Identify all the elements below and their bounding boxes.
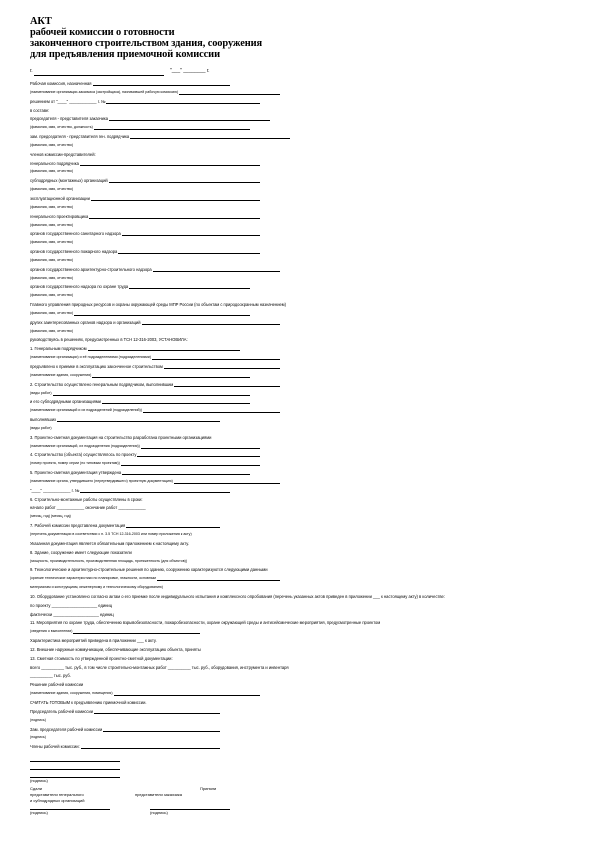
- act-line: [30, 664, 570, 670]
- act-line: [30, 80, 230, 86]
- act-line-text: СЧИТАТЬ ГОТОВЫМ к предъявлению приемочной комиссии.: [30, 699, 147, 705]
- handover-caption: Сдали: [30, 786, 43, 791]
- field-caption: [30, 690, 260, 696]
- act-line-text: 11. Мероприятия по охране труда, обеспечению взрывобезопасности, пожаробезопасности, охране окружающей среды и антисейсмические мероприятия, предусмотренные проектом: [30, 620, 381, 626]
- fill-in-field[interactable]: [92, 373, 250, 378]
- act-line: [30, 540, 570, 546]
- field-caption: [30, 204, 570, 210]
- acceptance-caption: Приняли: [200, 786, 217, 791]
- date-text: "___" ________ г.: [170, 68, 210, 74]
- act-line-text: (номер проекта, номер серии (по типовым проектам)): [30, 461, 120, 466]
- field-caption: [30, 717, 570, 723]
- act-line: [30, 726, 220, 732]
- act-line-text: 9. Технологические и архитектурно-строительные решения по зданию, сооружению характеризуются следующими данными: [30, 567, 268, 573]
- field-caption: [30, 124, 250, 130]
- act-line-text: членов комиссии-представителей:: [30, 151, 96, 157]
- act-line-text: Решение рабочей комиссии: [30, 682, 84, 688]
- act-line: [30, 195, 260, 201]
- act-line: [30, 115, 270, 121]
- title-line-4: для предъявления приемочной комиссии: [30, 49, 220, 60]
- act-line: [30, 611, 570, 617]
- act-line-text: председателя - представителя заказчика: [30, 116, 109, 122]
- act-line-text: генерального подрядчика: [30, 160, 79, 166]
- act-line: [30, 336, 570, 342]
- fill-in-field[interactable]: [122, 470, 250, 475]
- act-line-text: органов государственного пожарного надзора: [30, 249, 118, 254]
- act-line-text: (подпись): [30, 735, 46, 740]
- act-line-text: (фамилия, имя, отчество): [30, 187, 74, 192]
- act-line-text: (виды работ): [30, 390, 52, 395]
- act-line: [30, 487, 230, 493]
- field-caption: [30, 257, 570, 263]
- act-line: [30, 301, 570, 307]
- field-caption: [30, 558, 570, 564]
- field-caption: [30, 239, 570, 245]
- act-line-text: (мощность, производительность, производственная площадь, протяженность (для объектов)): [30, 558, 188, 563]
- field-caption: [30, 186, 570, 192]
- act-line-text: материалам и конструкциям, инженерному и технологическому оборудованию): [30, 585, 163, 589]
- act-line-text: (наименование организаций, их подразделения (подразделения)): [30, 443, 140, 448]
- fill-in-field[interactable]: [81, 744, 220, 749]
- act-line: [30, 230, 260, 236]
- signature-caption-right: (подпись): [150, 810, 168, 815]
- act-line-text: генерального проектировщика: [30, 213, 89, 219]
- act-line-text: "____" ____________ г. №: [30, 487, 80, 493]
- act-line-text: (фамилия, имя, отчество): [30, 204, 74, 209]
- fill-in-field[interactable]: [93, 81, 231, 86]
- fill-in-field[interactable]: [73, 629, 200, 634]
- act-line: [30, 177, 260, 183]
- act-line: [30, 98, 260, 104]
- act-line-text: Рабочая комиссия, назначенная: [30, 81, 92, 86]
- act-line-text: (фамилия, имя, отчество): [30, 240, 74, 245]
- signature-caption: (подпись): [30, 778, 48, 783]
- act-line-text: (наименование организации-заказчика (застройщика), назначившей рабочую комиссию): [30, 89, 179, 94]
- act-line: [30, 398, 250, 404]
- field-caption: [30, 275, 570, 281]
- act-line-text: 12. Внешние наружные коммуникации, обеспечивающие эксплуатацию объекта, приняты: [30, 646, 201, 652]
- act-line-text: (наименование организации) и её подразделениями (подразделениями): [30, 355, 151, 360]
- act-line-text: (наименование здания, сооружения): [30, 372, 92, 377]
- title-line-3: законченного строительством здания, сооружения: [30, 38, 263, 49]
- act-line-text: Указанная документация является обязательным приложением к настоящему акту.: [30, 540, 190, 546]
- act-line-text: Главного управления природных ресурсов и охраны окружающей среды МПР России (по объектам с природоохранным назначением): [30, 302, 286, 308]
- act-line-text: (краткие технические характеристики по планировке, этажности, основным: [30, 576, 156, 581]
- act-line-text: (фамилия, имя, отчество): [30, 222, 74, 227]
- fill-in-field[interactable]: [94, 125, 250, 130]
- fill-in-field[interactable]: [152, 355, 280, 360]
- act-line-text: (фамилия, имя, отчество): [30, 169, 74, 174]
- act-line-text: Зам. председателя рабочей комиссии: [30, 726, 103, 732]
- field-caption: [30, 407, 280, 413]
- act-line: [30, 593, 570, 599]
- act-line-text: субподрядных (монтажных) организаций: [30, 178, 108, 184]
- field-caption: [30, 328, 570, 334]
- act-line-text: органов государственного архитектурно-строительного надзора: [30, 266, 152, 272]
- act-line-text: 8. Здание, сооружение имеет следующие показатели: [30, 549, 132, 555]
- act-line: [30, 672, 570, 678]
- act-line: [30, 451, 260, 457]
- fill-in-field[interactable]: [174, 479, 280, 484]
- field-caption: [30, 222, 570, 228]
- fill-in-field[interactable]: [179, 90, 280, 95]
- act-line: [30, 699, 570, 705]
- acceptance-caption: представители заказчика: [135, 792, 182, 797]
- signature-field[interactable]: [30, 760, 120, 762]
- act-line: [30, 743, 220, 749]
- act-line: [30, 381, 280, 387]
- field-caption: [30, 425, 570, 431]
- act-line-text: выполнявших: [30, 417, 57, 422]
- signature-field[interactable]: [30, 768, 120, 770]
- act-line-text: (виды работ): [30, 425, 52, 430]
- act-line: [30, 319, 280, 325]
- act-line: [30, 151, 570, 157]
- act-line-text: решением от "____" ____________ г. №: [30, 98, 106, 104]
- fill-in-field[interactable]: [130, 134, 290, 139]
- act-line-text: __________ тыс. руб.: [30, 673, 71, 679]
- act-line-text: других заинтересованных органов надзора и организаций: [30, 319, 141, 325]
- signature-caption-left: (подпись): [30, 810, 48, 815]
- act-line-text: (фамилия, имя, отчество): [30, 293, 74, 298]
- act-line-text: всего __________ тыс. руб., в том числе строительно-монтажных работ __________ тыс. руб., оборудования, инструмента и инвентаря: [30, 664, 289, 670]
- act-line-text: 1. Генеральным подрядчиком: [30, 346, 87, 352]
- act-line: [30, 646, 570, 652]
- fill-in-field[interactable]: [89, 214, 260, 219]
- act-line-text: фактически ____________________ единиц: [30, 611, 114, 617]
- act-line: [30, 107, 570, 113]
- act-line-text: эксплуатационной организации: [30, 195, 90, 201]
- fill-in-field[interactable]: [106, 99, 260, 104]
- act-line: [30, 522, 220, 528]
- field-caption: [30, 628, 200, 634]
- act-line-text: 5. Проектно-сметная документация утверждена: [30, 470, 122, 476]
- act-line-text: (сведения о выполнении): [30, 629, 73, 634]
- fill-in-field[interactable]: [57, 417, 220, 422]
- fill-in-field[interactable]: [109, 116, 270, 121]
- field-caption: [30, 734, 570, 740]
- field-caption: [30, 460, 260, 466]
- act-line: [30, 566, 570, 572]
- fill-in-field[interactable]: [94, 709, 220, 714]
- act-line-text: 3. Проектно-сметная документация на строительство разработана проектными организациями: [30, 434, 212, 440]
- act-line: [30, 602, 570, 608]
- fill-in-field[interactable]: [103, 727, 220, 732]
- act-line: [30, 248, 260, 254]
- act-line-text: начало работ ____________ окончание работ ____________: [30, 505, 146, 511]
- act-line-text: (перечень документации в соответствии с п. 3.5 ТСН 12-316-2003 или номер приложения к акту): [30, 531, 192, 536]
- act-line: [30, 363, 280, 369]
- act-line-text: 13. Сметная стоимость по утвержденной проектно-сметной документации:: [30, 655, 173, 661]
- act-line: [30, 549, 570, 555]
- fill-in-field[interactable]: [122, 231, 260, 236]
- fill-in-field[interactable]: [142, 320, 281, 325]
- act-line: [30, 496, 570, 502]
- fill-in-field[interactable]: [102, 399, 250, 404]
- act-line-text: (фамилия, имя, отчество): [30, 142, 74, 147]
- field-caption: [30, 584, 570, 590]
- act-line-text: 2. Строительство осуществлено генеральным подрядчиком, выполнившим: [30, 381, 174, 387]
- act-line-text: (фамилия, имя, отчество): [30, 275, 74, 280]
- act-line: [30, 619, 570, 625]
- fill-in-field[interactable]: [53, 391, 250, 396]
- fill-in-field[interactable]: [137, 452, 260, 457]
- act-line-text: (наименование организаций и их подразделений (подразделений)): [30, 408, 142, 413]
- act-line: [30, 160, 260, 166]
- field-caption: [30, 372, 250, 378]
- act-line-text: Члены рабочей комиссии:: [30, 744, 80, 750]
- act-line: [30, 655, 570, 661]
- act-line-text: Характеристика мероприятий приведена в приложении ___ к акту.: [30, 638, 157, 644]
- act-line-text: (наименование органа, утвердившего (переутвердившего) проектную документацию): [30, 478, 173, 483]
- act-line-text: зам. председателя - представителя ген. подрядчика: [30, 134, 130, 140]
- fill-in-field[interactable]: [74, 311, 250, 316]
- act-line-text: и его субподрядными организациями: [30, 399, 101, 405]
- act-line-text: 7. Рабочей комиссии представлена документация: [30, 523, 126, 529]
- act-line: [30, 434, 570, 440]
- act-line: [30, 213, 260, 219]
- fill-in-field[interactable]: [164, 364, 280, 369]
- fill-in-field[interactable]: [129, 284, 250, 289]
- field-caption: [30, 531, 570, 537]
- act-line-text: (фамилия, имя, отчество): [30, 328, 74, 333]
- fill-in-field[interactable]: [118, 249, 260, 254]
- act-line-text: руководствуясь в решениях, предусмотренных в ТСН 12-316-2003, УСТАНОВИЛА:: [30, 337, 188, 343]
- fill-in-field[interactable]: [157, 576, 280, 581]
- act-line-text: 6. Строительно-монтажные работы осуществлены в сроки:: [30, 496, 143, 502]
- act-line: [30, 469, 250, 475]
- act-line-text: органов государственного надзора по охране труда: [30, 284, 129, 290]
- fill-in-field[interactable]: [91, 196, 260, 201]
- act-line-text: (месяц, год) (месяц, год): [30, 514, 71, 519]
- act-line: [30, 637, 570, 643]
- title-line-1: АКТ: [30, 16, 52, 27]
- place-prefix: г.: [30, 68, 33, 74]
- act-line-text: 4. Строительство (объекта) осуществлялось по проекту: [30, 452, 137, 458]
- act-line: [30, 133, 290, 139]
- act-line-text: в составе:: [30, 107, 50, 113]
- act-line-text: (подпись): [30, 717, 46, 722]
- act-line: [30, 266, 280, 272]
- act-line: [30, 283, 250, 289]
- fill-in-field[interactable]: [141, 444, 260, 449]
- handover-caption: представители генерального: [30, 792, 84, 797]
- field-caption: [30, 478, 280, 484]
- fill-in-field[interactable]: [126, 523, 220, 528]
- fill-in-field[interactable]: [143, 408, 280, 413]
- field-caption: [30, 513, 570, 519]
- fill-in-field[interactable]: [88, 346, 240, 351]
- act-line-text: (фамилия, имя, отчество): [30, 257, 74, 262]
- field-caption: [30, 89, 280, 95]
- field-caption: [30, 575, 280, 581]
- act-line: [30, 708, 220, 714]
- act-line-text: (фамилия, имя, отчество): [30, 310, 74, 315]
- act-line-text: (наименование здания, сооружения, помещения): [30, 691, 113, 696]
- title-line-2: рабочей комиссии о готовности: [30, 27, 175, 38]
- field-caption: [30, 443, 260, 449]
- act-line-text: органов государственного санитарного надзора: [30, 231, 121, 237]
- act-line-text: (фамилия, имя, отчество, должность): [30, 125, 93, 130]
- act-line-text: предъявлено к приемке в эксплуатацию законченное строительством: [30, 363, 163, 369]
- act-line-text: 10. Оборудование установлено согласно актам о его приемке после индивидуального испытания и комплексного опробования (перечень указанных актов приведен в приложении ___ к настоящему акту) в количестве:: [30, 593, 445, 599]
- fill-in-field[interactable]: [174, 382, 280, 387]
- fill-in-field[interactable]: [80, 488, 230, 493]
- act-line: [30, 416, 220, 422]
- field-caption: [30, 390, 250, 396]
- field-caption: [30, 310, 250, 316]
- act-line: [30, 345, 240, 351]
- place-date-line: [30, 68, 570, 78]
- field-caption: [30, 168, 570, 174]
- act-line: [30, 681, 570, 687]
- handover-caption: и субподрядных организаций: [30, 798, 85, 803]
- fill-in-field[interactable]: [80, 161, 260, 166]
- field-caption: [30, 142, 570, 148]
- fill-in-field[interactable]: [109, 178, 260, 183]
- field-caption: [30, 292, 570, 298]
- place-field[interactable]: [34, 75, 164, 76]
- fill-in-field[interactable]: [153, 267, 280, 272]
- act-line-text: Председатель рабочей комиссии: [30, 708, 94, 714]
- field-caption: [30, 354, 280, 360]
- fill-in-field[interactable]: [121, 461, 260, 466]
- document-title: [30, 16, 570, 60]
- fill-in-field[interactable]: [114, 691, 260, 696]
- act-line: [30, 504, 570, 510]
- act-line-text: по проекту ____________________ единиц: [30, 602, 113, 608]
